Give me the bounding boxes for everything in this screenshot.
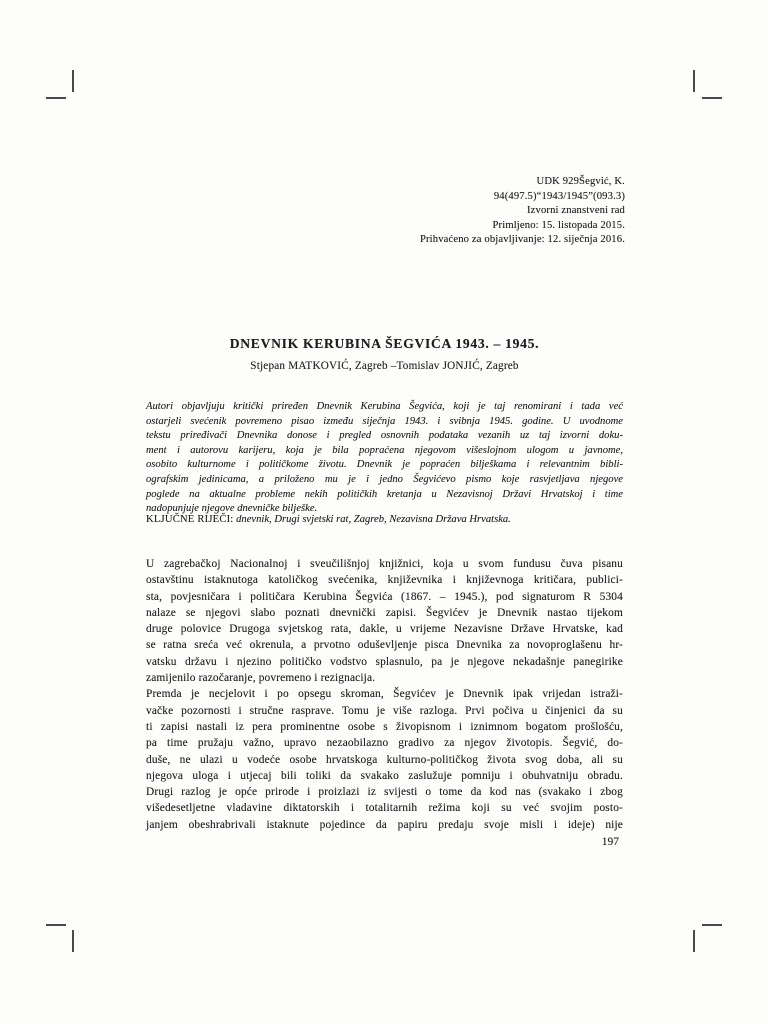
citation-header — [420, 175, 625, 248]
text-line: ografskim jedinicama, a priloženo mu je i jedno Šegvićevo pismo koje rasvjetljava njegove — [146, 473, 623, 485]
text-line: se ratna sreća već okrenula, a prvotno oduševljenje pisca Dnevnika za novoproglašenu hr- — [146, 639, 623, 652]
text-line: tekstu priređivači Dnevnika donose i pregled osnovnih podataka vezanih uz taj izvorni doku- — [146, 430, 623, 442]
crop-mark-bottom-right-vertical — [693, 930, 695, 952]
keywords-label: KLJUČNE RIJEČI: — [146, 514, 234, 525]
article-authors: Stjepan MATKOVIĆ, Zagreb –Tomislav JONJIĆ, Zagreb — [250, 360, 519, 372]
text-line: vatsku državu i njezino političko vodstvo splasnulo, pa je njegove nekadašnje panegirike — [146, 655, 623, 668]
abstract-text — [146, 400, 623, 517]
text-line: ostavštinu istaknutoga katoličkog svećenika, književnika i književnoga kritičara, publici- — [146, 574, 623, 587]
text-line: zamijenilo razočaranje, povremeno i rezignacija. — [146, 672, 376, 685]
text-line: sta, povjesničara i političara Kerubina Šegvića (1867. – 1945.), pod signaturom R 5304 — [146, 590, 623, 603]
crop-mark-bottom-left-horizontal — [46, 924, 66, 926]
crop-mark-top-left-horizontal — [46, 97, 66, 99]
text-line: njegova uloga i utjecaj bili toliki da svakako zaslužuje pomniju i obuhvatniju obradu. — [146, 769, 623, 782]
article-title: DNEVNIK KERUBINA ŠEGVIĆA 1943. – 1945. — [229, 336, 540, 351]
body-paragraph-2 — [146, 686, 623, 833]
text-line: Prihvaćeno za objavljivanje: 12. siječnja 2016. — [419, 234, 625, 245]
text-line: janjem obeshrabrivali istaknute pojedince da papiru predaju svoje misli i ideje) nije — [146, 818, 623, 831]
crop-mark-top-right-horizontal — [702, 97, 722, 99]
body-text — [146, 556, 623, 833]
page-number: 197 — [601, 836, 619, 848]
keywords-text: dnevnik, Drugi svjetski rat, Zagreb, Nezavisna Država Hrvatska. — [233, 514, 511, 525]
text-line: Autori objavljuju kritički priređen Dnevnik Kerubina Šegvića, koji je taj renomirani i tada već — [146, 401, 623, 412]
text-line: ti zapisi nastali iz pera prominentne osobe s živopisnom i iznimnom bogatom prošlošću, — [146, 720, 623, 733]
crop-mark-bottom-right-horizontal — [702, 924, 722, 926]
text-line: nadopunjuje njegove dnevničke bilješke. — [146, 503, 318, 515]
text-line: Premda je necjelovit i po opsegu skroman, Šegvićev je Dnevnik ipak vrijedan istraži- — [146, 688, 623, 701]
text-line: pa time pružaju važno, upravo nezaobilazno gradivo za njegov životopis. Šegvić, do- — [146, 737, 623, 750]
text-line: 94(497.5)“1943/1945”(093.3) — [493, 190, 625, 202]
crop-mark-top-left-vertical — [72, 70, 74, 92]
crop-mark-bottom-left-vertical — [72, 930, 74, 952]
text-line: ostarjeli svećenik povremeno pisao između siječnja 1943. i svibnja 1945. godine. U uvodnome — [146, 415, 623, 427]
text-line: višedesetljetne vladavine diktatorskih i totalitarnih režima koji su već svojim posto- — [146, 802, 623, 815]
text-line: Primljeno: 15. listopada 2015. — [492, 219, 625, 231]
text-line: UDK 929Šegvić, K. — [536, 176, 625, 187]
text-line: U zagrebačkoj Nacionalnoj i sveučilišnjoj knjižnici, koja u svom fundusu čuva pisanu — [146, 558, 623, 570]
text-line: osobito kulturnome i političkome životu. Dnevnik je popraćen bilješkama i relevantnim bibli- — [146, 459, 623, 471]
text-line: Drugi razlog je opće prirode i proizlazi iz svijesti o tome da kod nas (svakako i zbog — [146, 786, 623, 799]
text-line: vačke pozornosti i stručne rasprave. Tomu je više razloga. Prvi počiva u činjenici da su — [146, 704, 623, 717]
text-line: poglede na aktualne probleme nekih političkih kretanja u Nezavisnoj Državi Hrvatskoj i time — [146, 488, 623, 500]
text-line: duše, ne ulazi u vodeće osobe hrvatskoga kulturno-političkog života svog doba, ali su — [146, 753, 623, 766]
crop-mark-top-right-vertical — [693, 70, 695, 92]
text-line: nalaze se njegovi slabo poznati dnevnički zapisi. Šegvićev je Dnevnik nastao tijekom — [146, 606, 623, 619]
text-line: druge polovice Drugoga svjetskog rata, dakle, u vrijeme Nezavisne Države Hrvatske, kad — [146, 623, 623, 636]
keywords-line — [146, 513, 623, 528]
body-paragraph-1 — [146, 556, 623, 686]
text-line: ment i autorovu karijeru, koja je bila popraćena njegovom višeslojnom ulogom u javnome, — [146, 444, 623, 456]
text-line: Izvorni znanstveni rad — [526, 205, 625, 216]
